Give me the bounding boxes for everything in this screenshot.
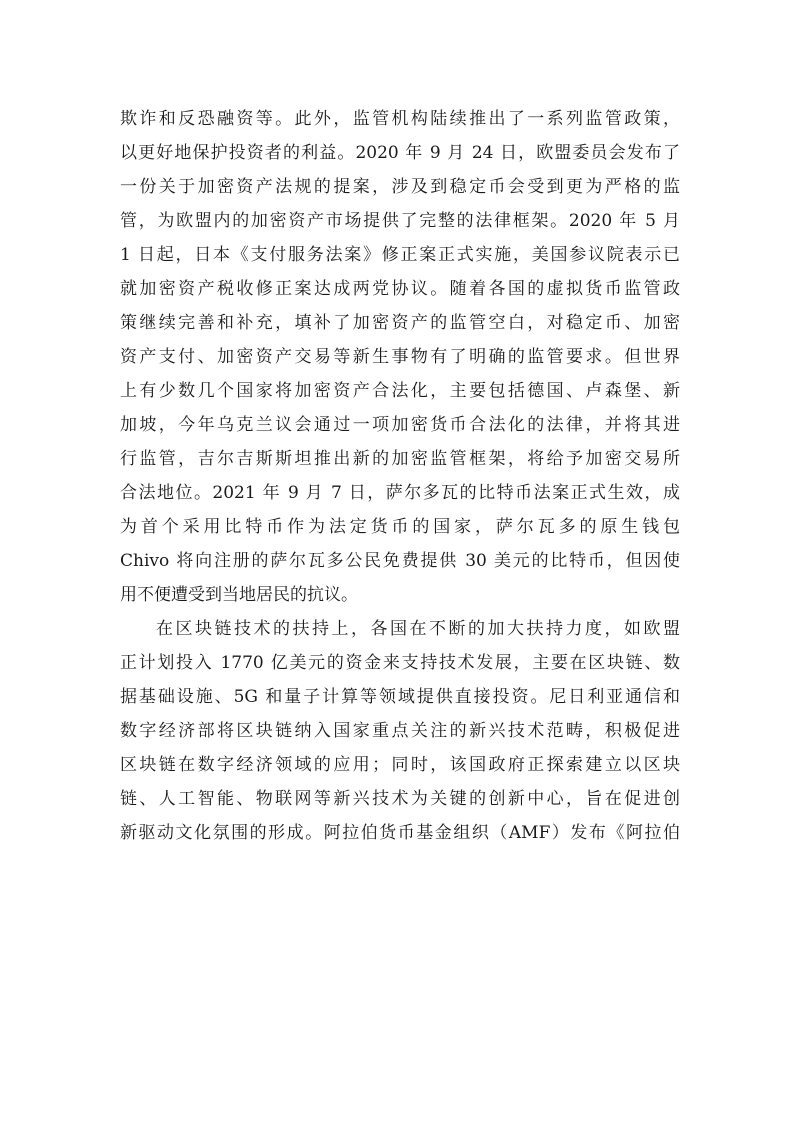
text-line: 据基础设施、5G 和量子计算等领域提供直接投资。尼日利亚通信和 xyxy=(120,687,680,707)
text-line: 新驱动文化氛围的形成。阿拉伯货币基金组织（AMF）发布《阿拉伯 xyxy=(120,823,680,843)
text-line: 欺诈和反恐融资等。此外，监管机构陆续推出了一系列监管政策， xyxy=(120,109,680,129)
text-line: 以更好地保护投资者的利益。2020 年 9 月 24 日，欧盟委员会发布了 xyxy=(120,143,680,163)
text-line: 就加密资产税收修正案达成两党协议。随着各国的虚拟货币监管政 xyxy=(120,279,680,299)
text-line: 链、人工智能、物联网等新兴技术为关键的创新中心，旨在促进创 xyxy=(120,789,680,809)
text-line: 正计划投入 1770 亿美元的资金来支持技术发展，主要在区块链、数 xyxy=(120,653,680,673)
text-line: 资产支付、加密资产交易等新生事物有了明确的监管要求。但世界 xyxy=(120,347,680,367)
body-text xyxy=(120,102,680,850)
text-line: 策继续完善和补充，填补了加密资产的监管空白，对稳定币、加密 xyxy=(120,313,680,333)
text-line: 数字经济部将区块链纳入国家重点关注的新兴技术范畴，积极促进 xyxy=(120,721,680,741)
text-line: 管，为欧盟内的加密资产市场提供了完整的法律框架。2020 年 5 月 xyxy=(120,211,680,231)
text-line: 行监管，吉尔吉斯斯坦推出新的加密监管框架，将给予加密交易所 xyxy=(120,449,680,469)
text-line: 上有少数几个国家将加密资产合法化，主要包括德国、卢森堡、新 xyxy=(120,381,680,401)
paragraph-2 xyxy=(120,612,680,850)
text-line: 一份关于加密资产法规的提案，涉及到稳定币会受到更为严格的监 xyxy=(120,177,680,197)
text-line: 在区块链技术的扶持上，各国在不断的加大扶持力度，如欧盟 xyxy=(156,619,680,639)
text-line: 区块链在数字经济领域的应用；同时，该国政府正探索建立以区块 xyxy=(120,755,680,775)
text-line: 合法地位。2021 年 9 月 7 日，萨尔多瓦的比特币法案正式生效，成 xyxy=(120,483,680,503)
text-line: 为首个采用比特币作为法定货币的国家，萨尔瓦多的原生钱包 xyxy=(120,517,680,537)
text-line: 加坡，今年乌克兰议会通过一项加密货币合法化的法律，并将其进 xyxy=(120,415,680,435)
text-line: 1 日起，日本《支付服务法案》修正案正式实施，美国参议院表示已 xyxy=(120,245,680,265)
text-line: 用不便遭受到当地居民的抗议。 xyxy=(120,585,358,605)
text-line: Chivo 将向注册的萨尔瓦多公民免费提供 30 美元的比特币，但因使 xyxy=(120,551,680,571)
paragraph-1 xyxy=(120,102,680,612)
